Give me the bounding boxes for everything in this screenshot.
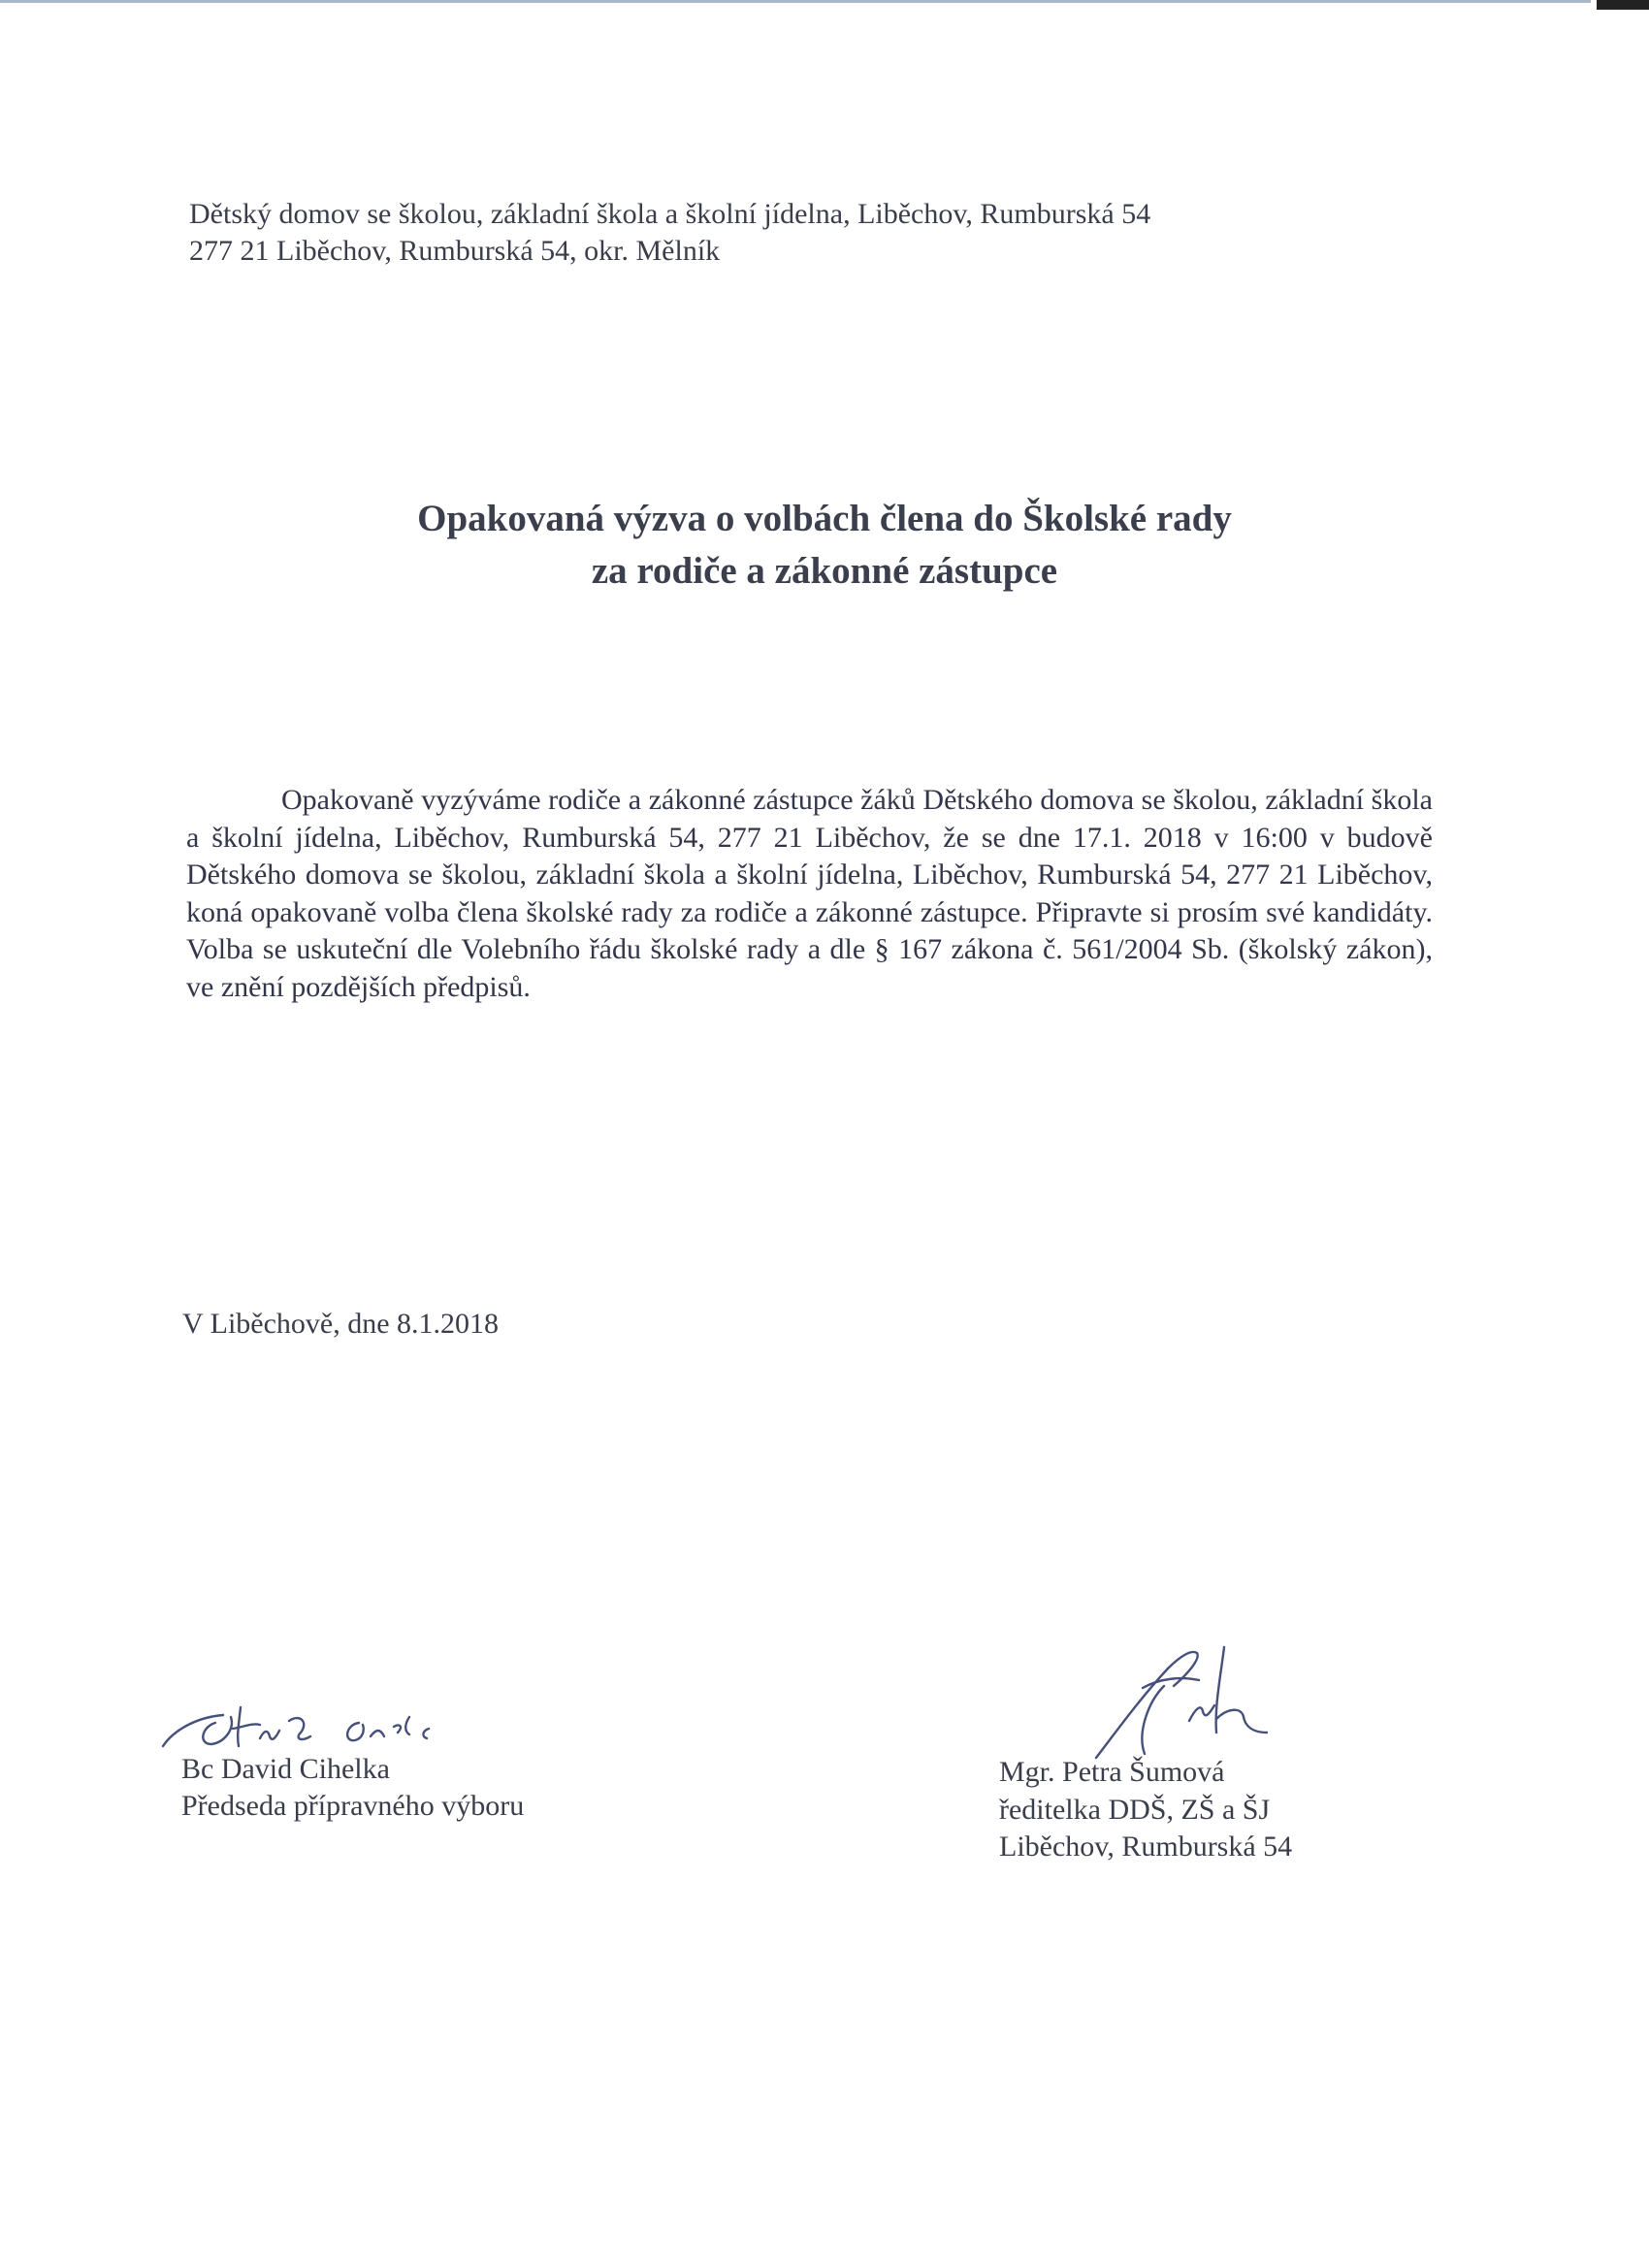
- scan-corner-mark: [1597, 0, 1649, 10]
- right-signatory-role: ředitelka DDŠ, ZŠ a ŠJ: [999, 1794, 1271, 1826]
- left-signatory-name: Bc David Cihelka: [181, 1753, 390, 1785]
- right-signatory-name: Mgr. Petra Šumová: [999, 1756, 1225, 1788]
- place-and-date: V Liběchově, dne 8.1.2018: [182, 1308, 500, 1340]
- title-line-2: za rodiče a zákonné zástupce: [591, 550, 1058, 592]
- right-signatory-address: Liběchov, Rumburská 54: [999, 1831, 1293, 1863]
- left-signatory-role: Předseda přípravného výboru: [181, 1790, 525, 1822]
- header-institution-name: Dětský domov se školou, základní škola a školní jídelna, Liběchov, Rumburská 54: [189, 198, 1151, 230]
- body-paragraph: Opakovaně vyzýváme rodiče a zákonné zástupce žáků Dětského domova se školou, základní škola a školní jídelna, Liběchov, Rumburská 54, 277 21 Liběchov, že se dne 17.1. 2018 v 16:00 v budově Dětského domova se školou, základní škola a školní jídelna, Liběchov, Rumburská 54, 277 21 Liběchov, koná opakovaně volba člena školské rady za rodiče a zákonné zástupce. Připravte si prosím své kandidáty. Volba se uskuteční dle Volebního řádu školské rady a dle § 167 zákona č. 561/2004 Sb. (školský zákon), ve znění pozdějších předpisů.: [186, 784, 1433, 1003]
- title-line-1: Opakovaná výzva o volbách člena do Školské rady: [417, 498, 1232, 539]
- signature-right: [1086, 1639, 1310, 1770]
- scan-edge-line: [0, 0, 1591, 3]
- document-title: [189, 493, 1460, 598]
- header-address: 277 21 Liběchov, Rumburská 54, okr. Mělník: [189, 235, 721, 267]
